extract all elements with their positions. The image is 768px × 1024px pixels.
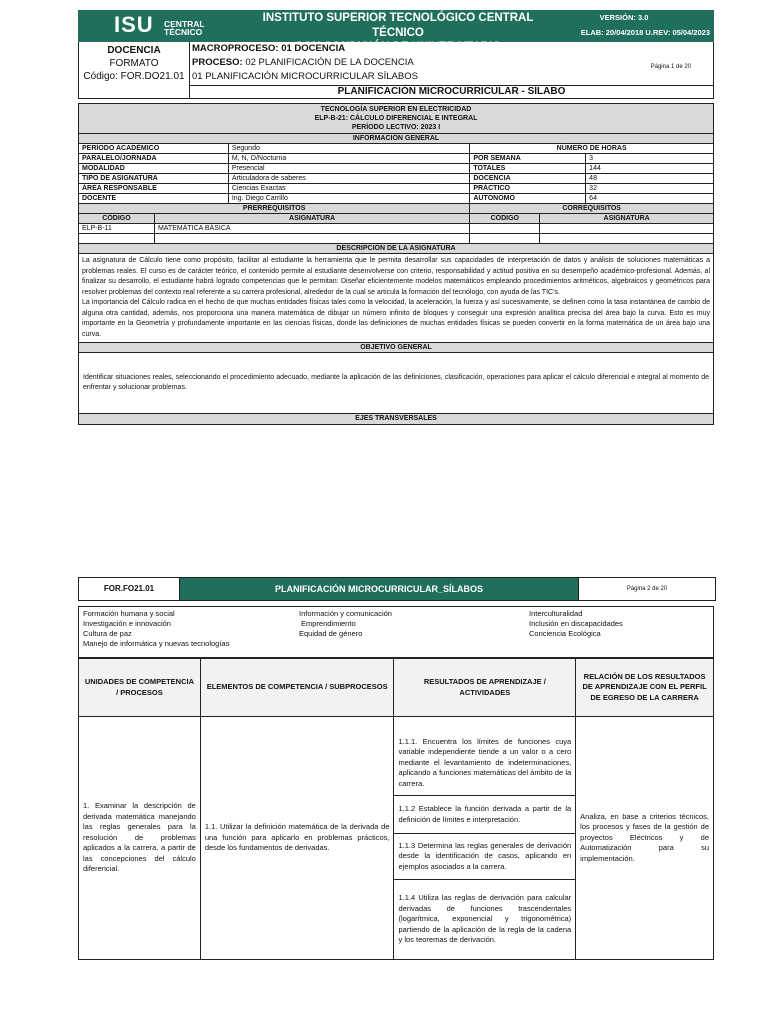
tipo-value: Articuladora de saberes (228, 174, 470, 184)
eje-item: Formación humana y social (83, 609, 175, 618)
correquisitos-title: CORREQUISITOS (470, 204, 714, 214)
modalidad-value: Presencial (228, 164, 470, 174)
descripcion-title: DESCRIPCIÓN DE LA ASIGNATURA (79, 244, 714, 254)
coreq-code (470, 224, 540, 234)
prereq-asignatura-header: ASIGNATURA (154, 214, 469, 224)
page2-header (78, 577, 716, 601)
prereq-code: ELP-B-11 (79, 224, 155, 234)
periodo-value: Segundo (228, 144, 470, 154)
coreq-name (540, 224, 714, 234)
unidad-cell: 1. Examinar la descripción de derivada matemática manejando las reglas generales para la resolución de problemas aplicados a la carrera, a partir de las concepciones del cálculo diferencial. (79, 717, 201, 960)
por-semana-value: 3 (586, 154, 714, 164)
info-general-title: INFORMACIÓN GENERAL (79, 134, 714, 144)
descripcion-p1: La asignatura de Cálculo tiene como propósito, facilitar al estudiante la herramienta que le permita desarrollar sus capacidades de interpretación de datos y análisis de soluciones matemáticas a problemas reales. El curso es de carácter teórico, el contenido permite al estudiante desenvolverse con criterio, responsabilidad y actitud positiva en su desempeño académico-profesional. Además, al finalizar su desarrollo, el estudiante habrá logrado competencias que le permitan: Diseñar eficientemente modelos matemáticos empleando procedimientos aritméticos, algebraicos y geométricos para resolver problemas del contexto real referente a su carrera profesional, alrededor de la cual se articula la formación del tecnólogo, con ayuda de las TIC's. (82, 257, 710, 296)
prerrequisitos-title: PRERREQUISITOS (79, 204, 470, 214)
paralelo-value: M, N, O/Nocturna (228, 154, 470, 164)
descripcion-cell (79, 254, 714, 343)
competencias-table (78, 658, 714, 960)
ejes-transversales-box (78, 606, 714, 658)
version-label: VERSIÓN: 3.0 (599, 13, 649, 22)
eje-item: Información y comunicación (299, 609, 392, 618)
ejes-title: EJES TRANSVERSALES (79, 414, 714, 425)
institute-line2: CON CONDICIÓN DE UNIVERSITARIO (294, 41, 502, 53)
tipo-label: TIPO DE ASIGNATURA (79, 174, 229, 184)
descripcion-p2: La importancia del Cálculo radica en el hecho de que muchas entidades físicas tales como la velocidad, la aceleración, la fuerza y así sucesivamente, se definen como la tasa instantánea de cambio de alguna otra cantidad, además, nos proporciona una manera matemática de dibujar un número infinito de bloques y conseguir una expresión analítica precisa del área bajo la curva. Esto es muy importante en la Geometría y profundamente importante en las ciencias físicas, donde las definiciones de muchas entidades físicas se pueden convertir en la forma matemática de un área bajo una curva. (82, 299, 710, 338)
autonomo-value: 64 (586, 194, 714, 204)
area-value: Ciencias Exactas (228, 184, 470, 194)
relacion-header: RELACIÓN DE LOS RESULTADOS DE APRENDIZAJE CON EL PERFIL DE EGRESO DE LA CARRERA (576, 659, 714, 717)
logo-main: ISU (114, 12, 154, 37)
logo-sub1: CENTRAL (164, 19, 205, 29)
page-number: Página 1 de 20 (650, 64, 691, 70)
docencia-label: DOCENCIA (107, 45, 161, 56)
numero-horas-label: NÚMERO DE HORAS (470, 144, 714, 154)
course-title-cell (79, 104, 714, 134)
subject-name: ELP-B-21: CÁLCULO DIFERENCIAL E INTEGRAL (314, 115, 478, 122)
page2-title: PLANIFICACIÓN MICROCURRICULAR_SÍLABOS (180, 578, 578, 600)
eje-item: Inclusión en discapacidades (529, 619, 623, 628)
docencia-hours-value: 48 (586, 174, 714, 184)
eje-item: Conciencia Ecológica (529, 629, 601, 638)
blank-cell (154, 234, 469, 244)
planificacion-title: PLANIFICACIÓN MICROCURRICULAR - SÍLABO (190, 85, 713, 98)
por-semana-label: POR SEMANA (470, 154, 586, 164)
eje-item: Emprendimiento (301, 619, 356, 628)
modalidad-label: MODALIDAD (79, 164, 229, 174)
table-row (79, 717, 714, 796)
doc-code: Código: FOR.DO21.01 (83, 71, 185, 82)
ejes-col3 (529, 609, 623, 639)
docente-label: DOCENTE (79, 194, 229, 204)
institute-line1: INSTITUTO SUPERIOR TECNOLÓGICO CENTRAL TÉCNICO (262, 12, 534, 39)
blank-cell (470, 234, 540, 244)
practico-value: 32 (586, 184, 714, 194)
prereq-codigo-header: CÓDIGO (79, 214, 155, 224)
period-name: PERÍODO LECTIVO: 2023 I (351, 124, 441, 131)
eje-item: Equidad de género (299, 629, 363, 638)
page2-number: Página 2 de 20 (578, 578, 715, 600)
blank-cell (540, 234, 714, 244)
resultado-1: 1.1.1. Encuentra los límites de funciones cuya variable independiente tiende a un valor o a cero mediante el levantamiento de indeterminaciones, aplicando a funciones matemáticas del ámbito de la carrera. (394, 717, 576, 796)
header-info (78, 42, 714, 99)
objetivo-title: OBJETIVO GENERAL (79, 343, 714, 353)
resultado-2: 1.1.2 Establece la función derivada a partir de la definición de límites e interpretación. (394, 796, 576, 834)
competencias-header-row (79, 659, 714, 717)
blank-cell (79, 234, 155, 244)
ejes-col1 (83, 609, 229, 649)
elementos-header: ELEMENTOS DE COMPETENCIA / SUBPROCESOS (200, 659, 394, 717)
totales-label: TOTALES (470, 164, 586, 174)
eje-item: Cultura de paz (83, 629, 132, 638)
page1-header (78, 10, 714, 99)
resultado-4: 1.1.4 Utiliza las reglas de derivación para calcular derivadas de funciones trascendentales (logarítmica, exponencial y trigonométrica) partiendo de la aplicación de la regla de la cadena y los teoremas de derivación. (394, 880, 576, 960)
eje-item: Interculturalidad (529, 609, 583, 618)
docente-value: Ing. Diego Carrillo (228, 194, 470, 204)
institute-logo (114, 12, 205, 37)
resultado-3: 1.1.3 Determina las reglas generales de derivación desde la identificación de casos, aplicando en ejemplos asociados a la carrera. (394, 834, 576, 880)
macroproceso: MACROPROCESO: 01 DOCENCIA (192, 43, 346, 54)
coreq-asignatura-header: ASIGNATURA (540, 214, 714, 224)
eje-item: Manejo de informática y nuevas tecnologías (83, 639, 230, 648)
autonomo-label: AUTÓNOMO (470, 194, 586, 204)
course-title-row (79, 104, 714, 134)
process-box (190, 42, 713, 98)
resultados-header: RESULTADOS DE APRENDIZAJE / ACTIVIDADES (394, 659, 576, 717)
paralelo-label: PARALELO/JORNADA (79, 154, 229, 164)
relacion-cell: Analiza, en base a criterios técnicos, los procesos y fases de la gestión de proyectos Eléctricos y de Automatización para su implementación. (576, 717, 714, 960)
area-label: ÁREA RESPONSABLE (79, 184, 229, 194)
page2-code: FOR.FO21.01 (79, 578, 180, 600)
totales-value: 144 (586, 164, 714, 174)
program-name: TECNOLOGÍA SUPERIOR EN ELECTRICIDAD (320, 106, 472, 113)
elemento-cell: 1.1. Utilizar la definición matemática de la derivada de una función para aplicarlo en problemas prácticos, desde los fundamentos de derivadas. (200, 717, 394, 960)
formato-label: FORMATO (109, 58, 159, 69)
elab-date: ELAB: 20/04/2018 U.REV: 05/04/2023 (580, 28, 710, 37)
doc-type-box (79, 42, 190, 98)
subproceso: 01 PLANIFICACIÓN MICROCURRICULAR SÍLABOS (192, 71, 418, 82)
proceso-value: 02 PLANIFICACIÓN DE LA DOCENCIA (245, 57, 414, 68)
proceso (192, 56, 713, 70)
docencia-hours-label: DOCENCIA (470, 174, 586, 184)
objetivo-text: Identificar situaciones reales, seleccionando el procedimiento adecuado, mediante la aplicación de las definiciones, clasificación, operaciones para aplicar el cálculo diferencial e integral al momento de enfrentar y solucionar problemas. (79, 353, 714, 414)
ejes-col2 (299, 609, 392, 639)
eje-item: Investigación e innovación (83, 619, 171, 628)
coreq-codigo-header: CÓDIGO (470, 214, 540, 224)
unidades-header: UNIDADES DE COMPETENCIA / PROCESOS (79, 659, 201, 717)
proceso-label: PROCESO: (192, 57, 243, 68)
periodo-label: PERÍODO ACADÉMICO (79, 144, 229, 154)
prereq-name: MATEMÁTICA BÁSICA (154, 224, 469, 234)
logo-sub2: TÉCNICO (164, 27, 203, 37)
practico-label: PRÁCTICO (470, 184, 586, 194)
course-info-table (78, 103, 714, 425)
